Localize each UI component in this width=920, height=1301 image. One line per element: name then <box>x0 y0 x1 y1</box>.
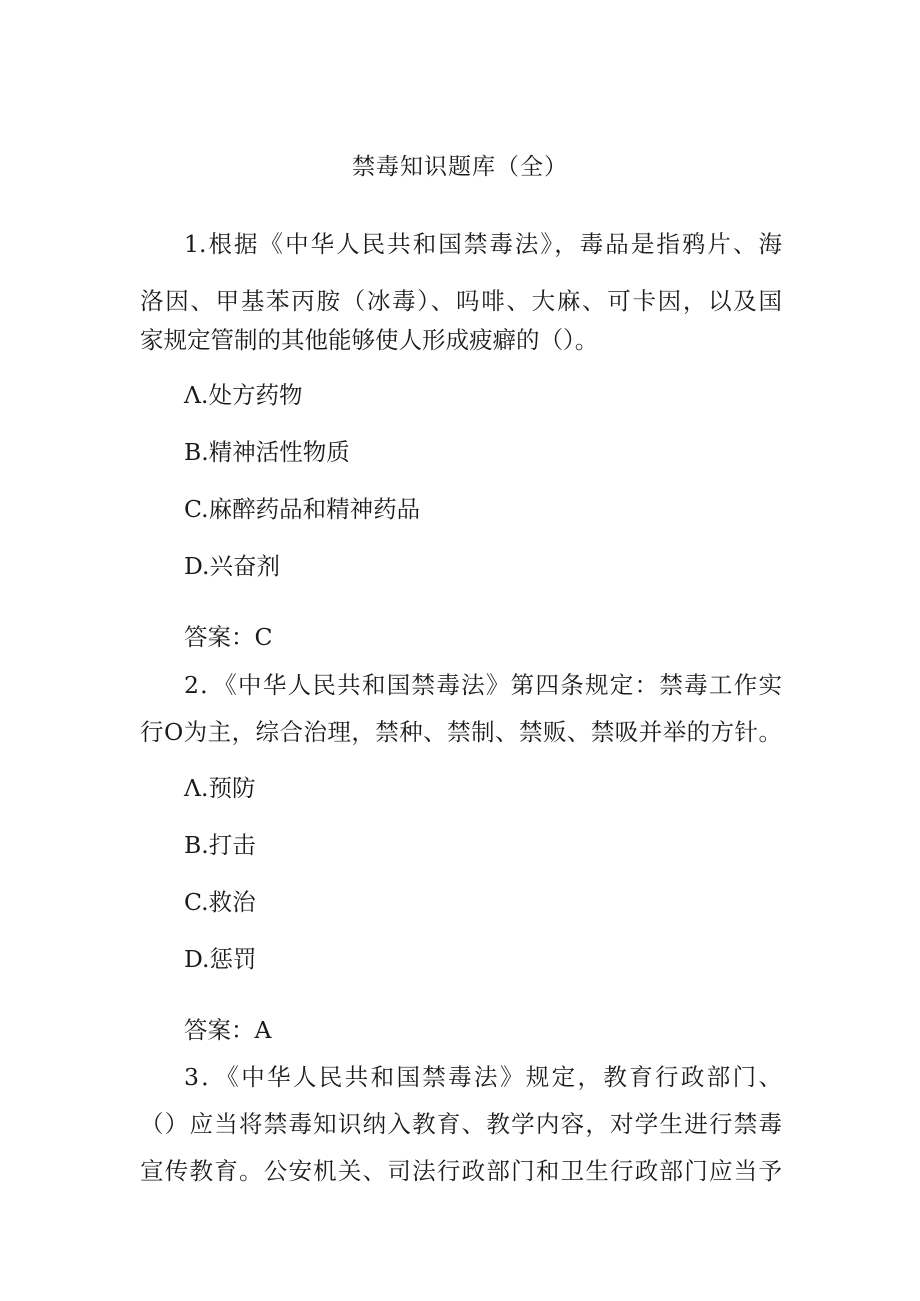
question-2-option-d: D.惩罚 <box>184 945 257 973</box>
question-1-line-1: 1.根据《中华人民共和国禁毒法》，毒品是指鸦片、海 <box>184 230 782 258</box>
question-1-answer: 答案：C <box>184 623 273 651</box>
document-title: 禁毒知识题库（全） <box>352 154 568 180</box>
question-3-line-1: 3．《中华人民共和国禁毒法》规定，教育行政部门、 <box>184 1063 782 1091</box>
question-2-option-c: C.救治 <box>184 888 256 916</box>
question-2-option-b: B.打击 <box>184 831 256 859</box>
question-3-line-3: 宣传教育。公安机关、司法行政部门和卫生行政部门应当予 <box>140 1157 782 1185</box>
question-1-option-a: Λ.处方药物 <box>184 381 303 409</box>
question-1-option-b: B.精神活性物质 <box>184 438 350 466</box>
question-2-answer: 答案：A <box>184 1016 272 1044</box>
question-2-line-2: 行O为主，综合治理，禁种、禁制、禁贩、禁吸并举的方针。 <box>140 718 782 746</box>
question-2-line-1: 2．《中华人民共和国禁毒法》第四条规定：禁毒工作实 <box>184 671 782 699</box>
question-1-line-2: 洛因、甲基苯丙胺（冰毒）、吗啡、大麻、可卡因，以及国 <box>140 287 782 315</box>
question-1-line-3: 家规定管制的其他能够使人形成疲癖的（）。 <box>140 326 599 354</box>
question-2-option-a: Λ.预防 <box>184 774 256 802</box>
question-1-option-d: D.兴奋剂 <box>184 552 280 580</box>
question-3-line-2: （）应当将禁毒知识纳入教育、教学内容，对学生进行禁毒 <box>140 1110 782 1138</box>
question-1-option-c: C.麻醉药品和精神药品 <box>184 495 421 523</box>
